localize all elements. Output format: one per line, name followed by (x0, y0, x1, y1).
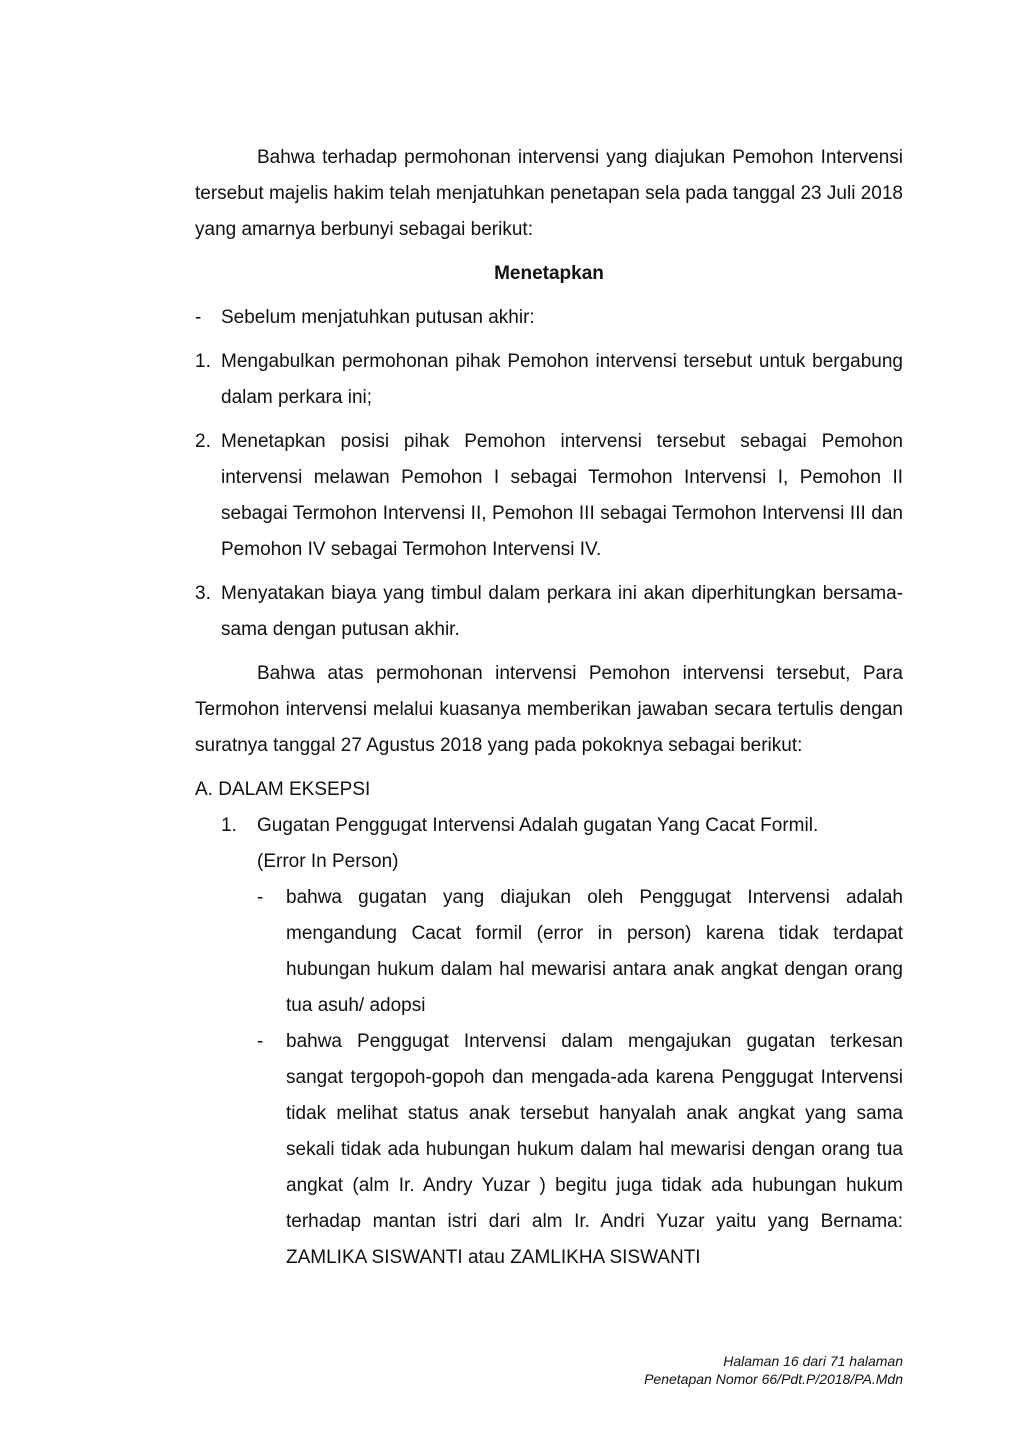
footer-reference: Penetapan Nomor 66/Pdt.P/2018/PA.Mdn (644, 1371, 903, 1387)
paragraph-response: Bahwa atas permohonan intervensi Pemohon intervensi tersebut, Para Termohon intervensi melalui kuasanya memberikan jawaban secara tertulis dengan suratnya tanggal 27 Agustus 2018 yang pada pokoknya sebagai berikut: (195, 663, 903, 756)
sub-item-marker: 1. (221, 815, 237, 836)
dash-item-text: Sebelum menjatuhkan putusan akhir: (221, 307, 535, 328)
numbered-item-text: Menetapkan posisi pihak Pemohon intervensi tersebut sebagai Pemohon intervensi melawan Pemohon I sebagai Termohon Intervensi I, Pemohon II sebagai Termohon Intervensi II, Pemohon III sebagai Termohon Intervensi III dan Pemohon IV sebagai Termohon Intervensi IV. (221, 431, 903, 560)
numbered-marker: 3. (195, 583, 211, 604)
dash-point-1 (257, 880, 903, 1024)
sub-item-line-1: Gugatan Penggugat Intervensi Adalah gugatan Yang Cacat Formil. (257, 815, 819, 836)
section-title-eksepsi: A. DALAM EKSEPSI (195, 779, 371, 800)
numbered-marker: 1. (195, 351, 211, 372)
dash-marker: - (257, 887, 264, 908)
numbered-item-text: Menyatakan biaya yang timbul dalam perkara ini akan diperhitungkan bersama-sama dengan putusan akhir. (221, 583, 903, 640)
numbered-item-1 (195, 344, 903, 416)
numbered-marker: 2. (195, 431, 211, 452)
numbered-item-3 (195, 576, 903, 648)
sub-item-1 (221, 808, 903, 880)
heading-menetapkan: Menetapkan (494, 263, 604, 284)
numbered-item-2 (195, 424, 903, 568)
dash-point-text: bahwa Penggugat Intervensi dalam mengajukan gugatan terkesan sangat tergopoh-gopoh dan mengada-ada karena Penggugat Intervensi tidak melihat status anak tersebut hanyalah anak angkat yang sama sekali tidak ada hubungan hukum dalam hal mewarisi dengan orang tua angkat (alm Ir. Andry Yuzar ) begitu juga tidak ada hubungan hukum terhadap mantan istri dari alm Ir. Andri Yuzar yaitu yang Bernama: ZAMLIKA SISWANTI atau ZAMLIKHA SISWANTI (286, 1031, 903, 1268)
numbered-item-text: Mengabulkan permohonan pihak Pemohon intervensi tersebut untuk bergabung dalam perkara ini; (221, 351, 903, 408)
dash-point-2 (257, 1024, 903, 1276)
dash-point-text: bahwa gugatan yang diajukan oleh Penggugat Intervensi adalah mengandung Cacat formil (error in person) karena tidak terdapat hubungan hukum dalam hal mewarisi antara anak angkat dengan orang tua asuh/ adopsi (286, 887, 903, 1016)
document-page (195, 140, 903, 1276)
footer-page-number: Halaman 16 dari 71 halaman (723, 1353, 903, 1369)
page-footer (644, 1352, 903, 1388)
sub-item-body (257, 808, 903, 880)
dash-marker: - (195, 307, 202, 328)
paragraph-intro: Bahwa terhadap permohonan intervensi yang diajukan Pemohon Intervensi tersebut majelis hakim telah menjatuhkan penetapan sela pada tanggal 23 Juli 2018 yang amarnya berbunyi sebagai berikut: (195, 147, 903, 240)
sub-item-line-2: (Error In Person) (257, 851, 399, 872)
dash-marker: - (257, 1031, 264, 1052)
dash-item-intro (195, 300, 903, 336)
